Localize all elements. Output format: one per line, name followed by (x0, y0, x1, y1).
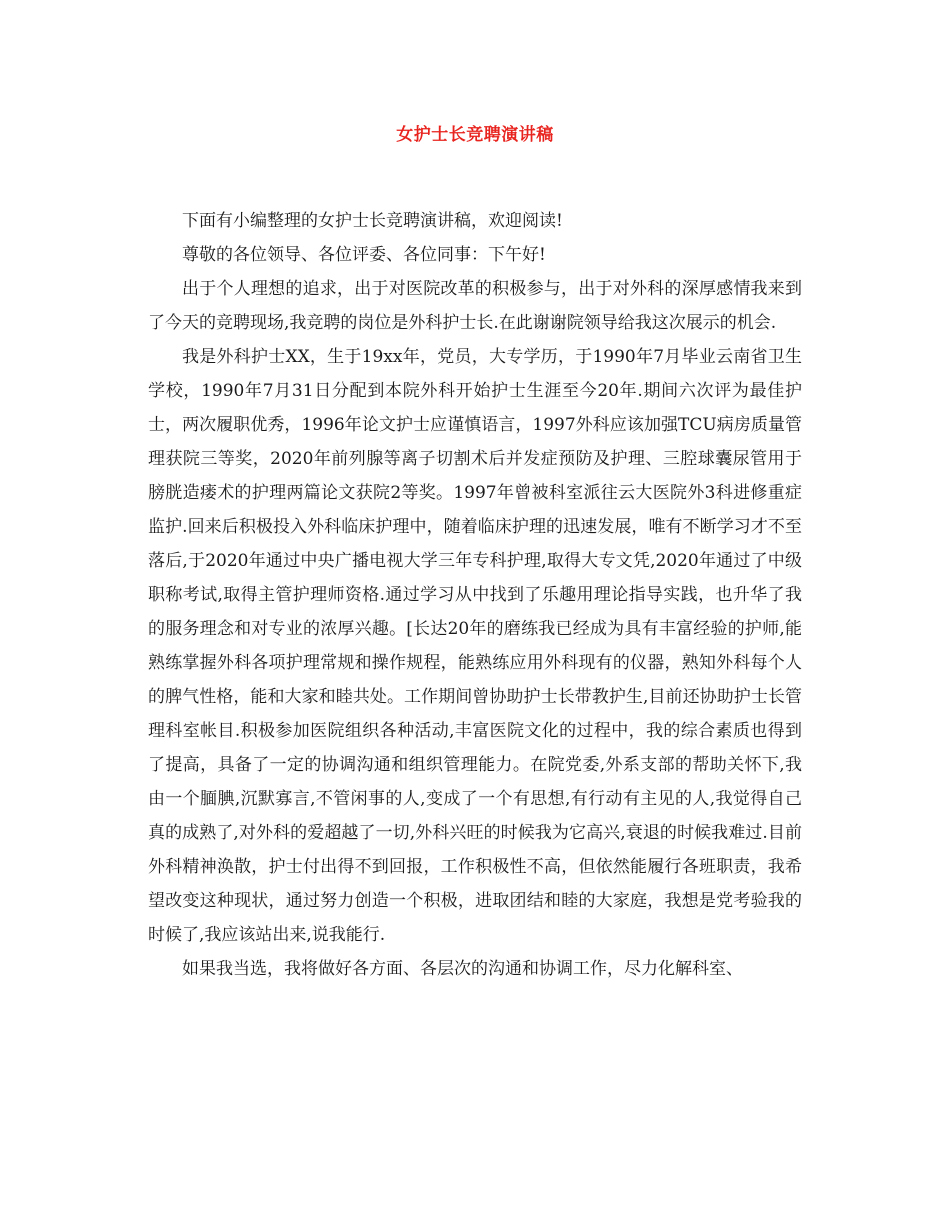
paragraph-background: 我是外科护士XX，生于19xx年，党员，大专学历，于1990年7月毕业云南省卫生学校，1990年7月31日分配到本院外科开始护士生涯至今20年.期间六次评为最佳护士，两次履职优秀，1996年论文护士应谨慎语言，1997外科应该加强TCU病房质量管理获院三等奖，2020年前列腺等离子切割术后并发症预防及护理、三腔球囊尿管用于膀胱造瘘术的护理两篇论文获院2等奖。1997年曾被科室派往云大医院外3科进修重症监护.回来后积极投入外科临床护理中，随着临床护理的迅速发展，唯有不断学习才不至落后,于2020年通过中央广播电视大学三年专科护理,取得大专文凭,2020年通过了中级职称考试,取得主管护理师资格.通过学习从中找到了乐趣用理论指导实践，也升华了我的服务理念和对专业的浓厚兴趣。[长达20年的磨练我已经成为具有丰富经验的护师,能熟练掌握外科各项护理常规和操作规程，能熟练应用外科现有的仪器，熟知外科每个人的脾气性格，能和大家和睦共处。工作期间曾协助护士长带教护生,目前还协助护士长管理科室帐目.积极参加医院组织各种活动,丰富医院文化的过程中，我的综合素质也得到了提高，具备了一定的协调沟通和组织管理能力。在院党委,外系支部的帮助关怀下,我由一个腼腆,沉默寡言,不管闲事的人,变成了一个有思想,有行动有主见的人,我觉得自己真的成熟了,对外科的爱超越了一切,外科兴旺的时候我为它高兴,衰退的时候我难过.目前外科精神涣散，护士付出得不到回报，工作积极性不高，但依然能履行各班职责，我希望改变这种现状，通过努力创造一个积极，进取团结和睦的大家庭，我想是党考验我的时候了,我应该站出来,说我能行. (148, 347, 802, 945)
paragraph-motivation: 出于个人理想的追求，出于对医院改革的积极参与，出于对外科的深厚感情我来到了今天的竞聘现场,我竞聘的岗位是外科护士长.在此谢谢院领导给我这次展示的机会. (148, 279, 802, 333)
paragraph-plan: 如果我当选，我将做好各方面、各层次的沟通和协调工作，尽力化解科室、 (182, 959, 743, 979)
paragraph-intro: 下面有小编整理的女护士长竞聘演讲稿，欢迎阅读! (182, 211, 563, 231)
document-title: 女护士长竞聘演讲稿 (396, 125, 554, 145)
paragraph-greeting: 尊敬的各位领导、各位评委、各位同事：下午好! (182, 245, 546, 265)
document-body (148, 204, 802, 986)
